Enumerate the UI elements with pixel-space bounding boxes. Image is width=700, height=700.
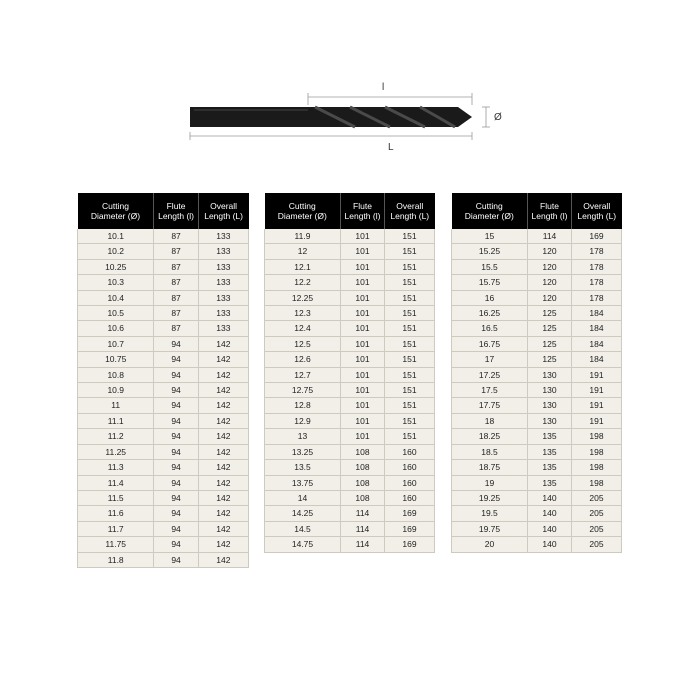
overall-length-cell: 142 — [198, 490, 248, 505]
cutting-diameter-cell: 11.1 — [78, 413, 154, 428]
flute-length-cell: 87 — [154, 229, 198, 244]
cutting-diameter-cell: 16.25 — [452, 306, 528, 321]
table-row — [452, 244, 622, 259]
diameter-header-line: Cutting — [288, 201, 316, 211]
flute-length-cell: 101 — [341, 367, 385, 382]
cutting-diameter-cell: 10.5 — [78, 306, 154, 321]
cutting-diameter-cell: 11.4 — [78, 475, 154, 490]
table-row — [78, 475, 249, 490]
overall-length-header-line: Overall — [583, 201, 611, 211]
table-row — [78, 444, 249, 459]
flute-length-cell: 135 — [528, 460, 572, 475]
table-row — [265, 413, 435, 428]
flute-length-cell: 130 — [528, 367, 572, 382]
cutting-diameter-cell: 19.5 — [452, 506, 528, 521]
cutting-diameter-cell: 11.9 — [265, 229, 341, 244]
table-row — [452, 229, 622, 244]
table-row — [452, 490, 622, 505]
overall-length-cell: 191 — [572, 383, 622, 398]
flute-length-cell: 101 — [341, 275, 385, 290]
cutting-diameter-cell: 14 — [265, 490, 341, 505]
flute-length-cell: 94 — [154, 429, 198, 444]
flute-length-cell: 125 — [528, 352, 572, 367]
flute-length-cell: 108 — [341, 475, 385, 490]
table-row — [78, 460, 249, 475]
overall-length-cell: 142 — [198, 398, 248, 413]
table-row — [78, 259, 249, 274]
table-row — [452, 537, 622, 552]
cutting-diameter-cell: 10.1 — [78, 229, 154, 244]
cutting-diameter-cell: 13 — [265, 429, 341, 444]
cutting-diameter-cell: 10.75 — [78, 352, 154, 367]
flute-length-cell: 130 — [528, 383, 572, 398]
overall-length-cell: 142 — [198, 383, 248, 398]
overall-length-cell: 160 — [385, 475, 435, 490]
overall-length-cell: 191 — [572, 367, 622, 382]
overall-length-header-line: Overall — [210, 201, 238, 211]
flute-length-label: l — [382, 82, 385, 93]
diameter-header — [78, 193, 154, 229]
table-row — [452, 321, 622, 336]
overall-length-cell: 198 — [572, 475, 622, 490]
flute-length-cell: 120 — [528, 259, 572, 274]
flute-length-cell: 94 — [154, 398, 198, 413]
table-row — [78, 413, 249, 428]
table-row — [78, 290, 249, 305]
overall-length-cell: 151 — [385, 398, 435, 413]
table-row — [265, 475, 435, 490]
table-row — [265, 429, 435, 444]
overall-length-cell: 151 — [385, 306, 435, 321]
diameter-header-line: Diameter (Ø) — [464, 211, 514, 221]
cutting-diameter-cell: 10.8 — [78, 367, 154, 382]
overall-length-cell: 151 — [385, 321, 435, 336]
overall-length-cell: 160 — [385, 460, 435, 475]
diameter-header — [265, 193, 341, 229]
overall-length-cell: 205 — [572, 490, 622, 505]
overall-length-cell: 184 — [572, 352, 622, 367]
overall-length-cell: 169 — [385, 537, 435, 552]
size-table-2 — [264, 193, 435, 553]
overall-length-cell: 142 — [198, 460, 248, 475]
table-row — [78, 244, 249, 259]
table-row — [452, 444, 622, 459]
cutting-diameter-cell: 17.5 — [452, 383, 528, 398]
flute-length-cell: 101 — [341, 259, 385, 274]
cutting-diameter-cell: 10.9 — [78, 383, 154, 398]
cutting-diameter-cell: 11.3 — [78, 460, 154, 475]
overall-length-cell: 142 — [198, 506, 248, 521]
cutting-diameter-cell: 13.75 — [265, 475, 341, 490]
flute-length-cell: 94 — [154, 521, 198, 536]
flute-length-cell: 120 — [528, 275, 572, 290]
overall-length-cell: 142 — [198, 352, 248, 367]
overall-length-cell: 142 — [198, 444, 248, 459]
table-row — [452, 367, 622, 382]
cutting-diameter-cell: 13.25 — [265, 444, 341, 459]
flute-length-cell: 101 — [341, 336, 385, 351]
table-row — [452, 398, 622, 413]
cutting-diameter-cell: 14.25 — [265, 506, 341, 521]
table-row — [265, 352, 435, 367]
flute-length-cell: 120 — [528, 244, 572, 259]
table-row — [265, 460, 435, 475]
cutting-diameter-cell: 12.4 — [265, 321, 341, 336]
overall-length-cell: 142 — [198, 552, 248, 567]
overall-length-cell: 184 — [572, 321, 622, 336]
overall-length-cell: 151 — [385, 229, 435, 244]
overall-length-cell: 142 — [198, 521, 248, 536]
cutting-diameter-cell: 19 — [452, 475, 528, 490]
cutting-diameter-cell: 19.75 — [452, 521, 528, 536]
flute-length-cell: 87 — [154, 306, 198, 321]
table-row — [78, 306, 249, 321]
overall-length-cell: 178 — [572, 244, 622, 259]
overall-length-cell: 160 — [385, 444, 435, 459]
cutting-diameter-cell: 10.2 — [78, 244, 154, 259]
table-row — [265, 506, 435, 521]
flute-length-header-line: Flute — [540, 201, 559, 211]
flute-length-cell: 101 — [341, 398, 385, 413]
cutting-diameter-cell: 20 — [452, 537, 528, 552]
overall-length-cell: 205 — [572, 506, 622, 521]
table-row — [265, 383, 435, 398]
overall-length-cell: 151 — [385, 352, 435, 367]
table-row — [265, 398, 435, 413]
overall-length-cell: 178 — [572, 259, 622, 274]
overall-length-header-line: Length (L) — [577, 211, 617, 221]
table-row — [452, 352, 622, 367]
overall-length-cell: 169 — [572, 229, 622, 244]
flute-length-cell: 94 — [154, 506, 198, 521]
overall-length-header — [198, 193, 248, 229]
diameter-header — [452, 193, 528, 229]
flute-length-cell: 87 — [154, 321, 198, 336]
flute-length-cell: 140 — [528, 490, 572, 505]
overall-length-cell: 142 — [198, 413, 248, 428]
overall-length-cell: 142 — [198, 429, 248, 444]
table-row — [452, 290, 622, 305]
flute-length-cell: 87 — [154, 259, 198, 274]
flute-length-cell: 101 — [341, 306, 385, 321]
flute-length-cell: 94 — [154, 367, 198, 382]
overall-length-cell: 142 — [198, 475, 248, 490]
table-row — [78, 336, 249, 351]
flute-length-cell: 94 — [154, 336, 198, 351]
flute-length-cell: 114 — [341, 506, 385, 521]
flute-length-cell: 101 — [341, 429, 385, 444]
overall-length-cell: 151 — [385, 367, 435, 382]
overall-length-cell: 151 — [385, 413, 435, 428]
flute-length-cell: 108 — [341, 460, 385, 475]
cutting-diameter-cell: 13.5 — [265, 460, 341, 475]
cutting-diameter-cell: 11 — [78, 398, 154, 413]
overall-length-cell: 184 — [572, 336, 622, 351]
flute-length-cell: 120 — [528, 290, 572, 305]
cutting-diameter-cell: 10.3 — [78, 275, 154, 290]
overall-length-cell: 142 — [198, 367, 248, 382]
cutting-diameter-cell: 17.25 — [452, 367, 528, 382]
table-row — [78, 367, 249, 382]
diameter-header-line: Diameter (Ø) — [277, 211, 327, 221]
table-row — [452, 475, 622, 490]
diameter-header-line: Cutting — [102, 201, 129, 211]
flute-length-cell: 87 — [154, 290, 198, 305]
table-header-row — [78, 193, 249, 229]
table-row — [452, 506, 622, 521]
flute-length-cell: 94 — [154, 537, 198, 552]
table-row — [78, 321, 249, 336]
flute-length-cell: 130 — [528, 398, 572, 413]
cutting-diameter-cell: 12.8 — [265, 398, 341, 413]
cutting-diameter-cell: 14.5 — [265, 521, 341, 536]
flute-length-cell: 130 — [528, 413, 572, 428]
overall-length-cell: 191 — [572, 398, 622, 413]
cutting-diameter-cell: 16 — [452, 290, 528, 305]
cutting-diameter-cell: 17 — [452, 352, 528, 367]
flute-length-cell: 114 — [341, 537, 385, 552]
cutting-diameter-cell: 12.75 — [265, 383, 341, 398]
drill-bit — [190, 107, 472, 127]
table-row — [265, 521, 435, 536]
flute-length-cell: 94 — [154, 413, 198, 428]
cutting-diameter-cell: 11.75 — [78, 537, 154, 552]
flute-length-header-line: Length (l) — [531, 211, 568, 221]
table-row — [265, 229, 435, 244]
overall-length-cell: 184 — [572, 306, 622, 321]
cutting-diameter-cell: 18 — [452, 413, 528, 428]
size-table-3 — [451, 193, 622, 553]
cutting-diameter-cell: 18.75 — [452, 460, 528, 475]
overall-length-dimension — [190, 132, 472, 153]
flute-length-cell: 94 — [154, 352, 198, 367]
flute-length-header — [154, 193, 198, 229]
overall-length-cell: 198 — [572, 460, 622, 475]
flute-length-cell: 94 — [154, 475, 198, 490]
table-row — [265, 490, 435, 505]
table-row — [265, 290, 435, 305]
table-row — [265, 321, 435, 336]
overall-length-cell: 205 — [572, 521, 622, 536]
table-row — [265, 367, 435, 382]
drill-size-tables — [0, 193, 700, 593]
cutting-diameter-cell: 12.5 — [265, 336, 341, 351]
overall-length-label: L — [388, 142, 394, 153]
overall-length-cell: 151 — [385, 244, 435, 259]
cutting-diameter-cell: 11.7 — [78, 521, 154, 536]
flute-length-cell: 101 — [341, 383, 385, 398]
cutting-diameter-cell: 12.2 — [265, 275, 341, 290]
flute-length-cell: 140 — [528, 537, 572, 552]
table-row — [78, 398, 249, 413]
overall-length-cell: 151 — [385, 275, 435, 290]
table-row — [452, 275, 622, 290]
table-row — [265, 306, 435, 321]
flute-length-header-line: Flute — [353, 201, 372, 211]
table-row — [78, 352, 249, 367]
overall-length-cell: 169 — [385, 506, 435, 521]
table-row — [78, 275, 249, 290]
flute-length-cell: 87 — [154, 244, 198, 259]
diameter-header-line: Diameter (Ø) — [90, 211, 141, 221]
overall-length-cell: 198 — [572, 429, 622, 444]
table-row — [452, 259, 622, 274]
table-row — [78, 537, 249, 552]
table-row — [452, 383, 622, 398]
table-row — [452, 306, 622, 321]
cutting-diameter-cell: 11.8 — [78, 552, 154, 567]
table-header-row — [452, 193, 622, 229]
flute-length-cell: 135 — [528, 444, 572, 459]
cutting-diameter-cell: 12.9 — [265, 413, 341, 428]
flute-length-header — [528, 193, 572, 229]
overall-length-cell: 142 — [198, 537, 248, 552]
flute-length-cell: 108 — [341, 490, 385, 505]
cutting-diameter-cell: 15 — [452, 229, 528, 244]
table-row — [78, 552, 249, 567]
overall-length-header-line: Length (L) — [204, 211, 243, 221]
overall-length-header — [385, 193, 435, 229]
table-row — [452, 429, 622, 444]
flute-length-cell: 101 — [341, 229, 385, 244]
diameter-header-line: Cutting — [475, 201, 503, 211]
table-row — [78, 229, 249, 244]
cutting-diameter-cell: 12 — [265, 244, 341, 259]
table-row — [452, 521, 622, 536]
diameter-dimension — [482, 107, 502, 127]
table-row — [78, 383, 249, 398]
flute-length-cell: 94 — [154, 383, 198, 398]
cutting-diameter-cell: 11.5 — [78, 490, 154, 505]
overall-length-cell: 133 — [198, 259, 248, 274]
overall-length-cell: 178 — [572, 290, 622, 305]
cutting-diameter-cell: 10.4 — [78, 290, 154, 305]
overall-length-cell: 205 — [572, 537, 622, 552]
flute-length-header-line: Length (l) — [158, 211, 195, 221]
size-table-1 — [77, 193, 249, 568]
flute-length-cell: 87 — [154, 275, 198, 290]
cutting-diameter-cell: 12.3 — [265, 306, 341, 321]
overall-length-cell: 133 — [198, 229, 248, 244]
overall-length-cell: 151 — [385, 383, 435, 398]
cutting-diameter-cell: 15.5 — [452, 259, 528, 274]
overall-length-cell: 133 — [198, 275, 248, 290]
flute-length-cell: 94 — [154, 460, 198, 475]
table-row — [265, 259, 435, 274]
cutting-diameter-cell: 17.75 — [452, 398, 528, 413]
flute-length-cell: 135 — [528, 429, 572, 444]
flute-length-cell: 101 — [341, 352, 385, 367]
cutting-diameter-cell: 12.25 — [265, 290, 341, 305]
table-row — [265, 444, 435, 459]
flute-length-cell: 94 — [154, 552, 198, 567]
cutting-diameter-cell: 10.25 — [78, 259, 154, 274]
cutting-diameter-cell: 11.25 — [78, 444, 154, 459]
overall-length-cell: 133 — [198, 321, 248, 336]
overall-length-cell: 133 — [198, 244, 248, 259]
flute-length-header-line: Flute — [166, 201, 186, 211]
cutting-diameter-cell: 18.5 — [452, 444, 528, 459]
table-row — [78, 490, 249, 505]
cutting-diameter-cell: 19.25 — [452, 490, 528, 505]
overall-length-header-line: Length (L) — [390, 211, 430, 221]
cutting-diameter-cell: 16.75 — [452, 336, 528, 351]
overall-length-header-line: Overall — [396, 201, 424, 211]
flute-length-cell: 101 — [341, 413, 385, 428]
flute-length-header-line: Length (l) — [344, 211, 381, 221]
cutting-diameter-cell: 10.7 — [78, 336, 154, 351]
cutting-diameter-cell: 14.75 — [265, 537, 341, 552]
overall-length-cell: 191 — [572, 413, 622, 428]
flute-length-header — [341, 193, 385, 229]
table-row — [452, 336, 622, 351]
table-row — [265, 336, 435, 351]
flute-length-cell: 125 — [528, 321, 572, 336]
overall-length-cell: 178 — [572, 275, 622, 290]
flute-length-cell: 108 — [341, 444, 385, 459]
flute-length-cell: 140 — [528, 521, 572, 536]
table-row — [452, 460, 622, 475]
overall-length-cell: 160 — [385, 490, 435, 505]
table-row — [78, 506, 249, 521]
cutting-diameter-cell: 12.6 — [265, 352, 341, 367]
flute-length-cell: 101 — [341, 244, 385, 259]
table-row — [78, 429, 249, 444]
flute-length-cell: 114 — [528, 229, 572, 244]
flute-length-cell: 125 — [528, 336, 572, 351]
overall-length-cell: 151 — [385, 429, 435, 444]
cutting-diameter-cell: 11.2 — [78, 429, 154, 444]
cutting-diameter-cell: 12.1 — [265, 259, 341, 274]
overall-length-cell: 133 — [198, 306, 248, 321]
flute-length-cell: 94 — [154, 444, 198, 459]
drill-bit-diagram — [180, 70, 510, 160]
overall-length-cell: 151 — [385, 290, 435, 305]
overall-length-cell: 169 — [385, 521, 435, 536]
diameter-label: Ø — [494, 112, 502, 123]
flute-length-cell: 135 — [528, 475, 572, 490]
table-row — [265, 244, 435, 259]
table-row — [78, 521, 249, 536]
flute-length-cell: 101 — [341, 290, 385, 305]
cutting-diameter-cell: 16.5 — [452, 321, 528, 336]
overall-length-cell: 151 — [385, 259, 435, 274]
flute-length-cell: 140 — [528, 506, 572, 521]
cutting-diameter-cell: 15.25 — [452, 244, 528, 259]
table-row — [265, 275, 435, 290]
overall-length-header — [572, 193, 622, 229]
table-row — [452, 413, 622, 428]
flute-length-cell: 101 — [341, 321, 385, 336]
overall-length-cell: 142 — [198, 336, 248, 351]
flute-length-dimension — [308, 82, 472, 105]
flute-length-cell: 94 — [154, 490, 198, 505]
overall-length-cell: 198 — [572, 444, 622, 459]
cutting-diameter-cell: 12.7 — [265, 367, 341, 382]
cutting-diameter-cell: 10.6 — [78, 321, 154, 336]
flute-length-cell: 125 — [528, 306, 572, 321]
cutting-diameter-cell: 18.25 — [452, 429, 528, 444]
overall-length-cell: 133 — [198, 290, 248, 305]
overall-length-cell: 151 — [385, 336, 435, 351]
table-row — [265, 537, 435, 552]
cutting-diameter-cell: 11.6 — [78, 506, 154, 521]
cutting-diameter-cell: 15.75 — [452, 275, 528, 290]
table-header-row — [265, 193, 435, 229]
flute-length-cell: 114 — [341, 521, 385, 536]
